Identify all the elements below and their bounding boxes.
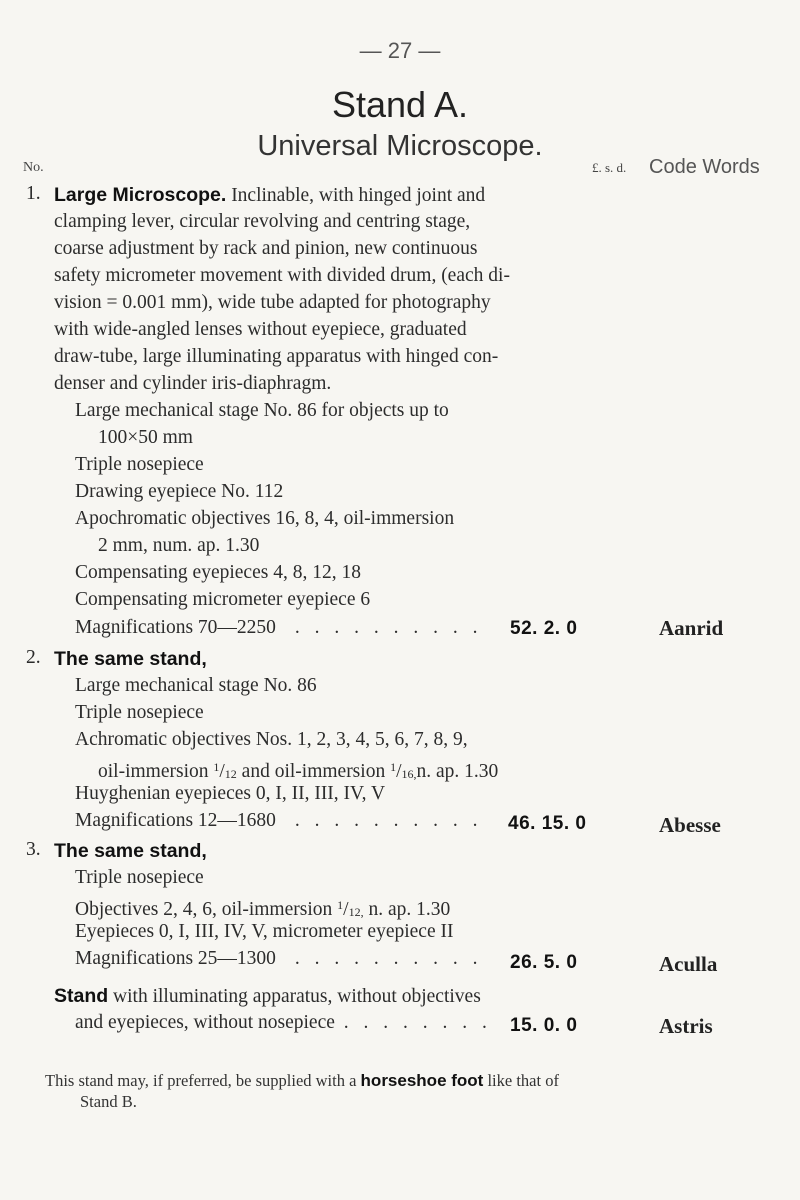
footnote-text: This stand may, if preferred, be supplied with a: [45, 1071, 357, 1090]
footnote-text: like that of: [487, 1071, 559, 1090]
item-spec: Triple nosepiece: [75, 702, 204, 723]
item-spec: n. ap. 1.30: [416, 761, 499, 782]
item-spec: Magnifications 70—2250: [75, 617, 276, 638]
item-magnifications-line: [75, 947, 482, 971]
item-heading: The same stand,: [54, 840, 207, 862]
item-spec: Huyghenian eyepieces 0, I, II, III, IV, V: [75, 783, 386, 804]
item-spec: Large mechanical stage No. 86 for objects up to: [75, 400, 449, 421]
item-spec: Compensating micrometer eyepiece 6: [75, 589, 371, 610]
item-spec: Compensating eyepieces 4, 8, 12, 18: [75, 562, 361, 583]
item-description: Inclinable, with hinged joint and: [231, 185, 486, 206]
item-price: 26. 5. 0: [510, 952, 578, 973]
item-spec: 2 mm, num. ap. 1.30: [98, 535, 260, 556]
page-title: Stand A.: [331, 84, 469, 125]
item-number: 3.: [26, 839, 41, 860]
item-code-word: Aanrid: [659, 616, 724, 640]
item-spec-fractions: Objectives 2, 4, 6, oil-immersion $^1/_{12,}$ n. ap. 1.30: [75, 898, 451, 920]
page-subtitle: Universal Microscope.: [257, 130, 543, 162]
item-spec: Achromatic objectives Nos. 1, 2, 3, 4, 5, 6, 7, 8, 9,: [75, 729, 468, 750]
item-heading: The same stand,: [54, 648, 207, 670]
footnote: [45, 1071, 559, 1091]
item-spec: and oil-immersion: [241, 761, 386, 782]
item-description: and eyepieces, without nosepiece: [75, 1012, 335, 1033]
item-spec: Magnifications 12—1680: [75, 810, 276, 831]
item-spec: Triple nosepiece: [75, 454, 204, 475]
item-heading: Stand: [54, 985, 109, 1007]
item-description: denser and cylinder iris-diaphragm.: [54, 373, 332, 394]
item-description-line: [75, 1011, 492, 1035]
item-spec: n. ap. 1.30: [368, 899, 451, 920]
item-magnifications-line: [75, 616, 482, 640]
item-spec: Large mechanical stage No. 86: [75, 675, 317, 696]
fraction-denominator: 12: [224, 767, 237, 781]
fraction-denominator: 12,: [348, 905, 364, 919]
item-spec: 100×50 mm: [98, 427, 193, 448]
item-spec-fractions: oil-immersion $^1/_{12}$ and oil-immersion $^1/_{16,}n$. ap. 1.30: [98, 760, 499, 782]
footnote-emphasis: horseshoe foot: [360, 1071, 484, 1090]
item-spec: Apochromatic objectives 16, 8, 4, oil-immersion: [75, 508, 455, 529]
item-price: 52. 2. 0: [510, 618, 578, 639]
item-description: with wide-angled lenses without eyepiece, graduated: [54, 319, 467, 340]
item-number: 1.: [26, 183, 41, 204]
item-spec: oil-immersion: [98, 761, 209, 782]
item-heading: Large Microscope.: [54, 184, 227, 206]
item-code-word: Aculla: [659, 952, 718, 976]
leader-dots: . . . . . . . . . .: [294, 948, 483, 969]
fraction-numerator: 1: [390, 760, 397, 774]
leader-dots: . . . . . . . . . .: [294, 810, 483, 831]
item-spec: Eyepieces 0, I, III, IV, V, micrometer eyepiece II: [75, 921, 454, 942]
page-number: — 27 —: [359, 38, 441, 63]
item-number: 2.: [26, 647, 41, 668]
column-heading-code-words: Code Words: [649, 156, 760, 178]
item-heading-line: [54, 183, 485, 208]
leader-dots: . . . . . . . . . .: [294, 617, 483, 638]
item-price: 46. 15. 0: [508, 813, 587, 834]
item-description: safety micrometer movement with divided drum, (each di-: [54, 265, 510, 286]
fraction-numerator: 1: [337, 898, 344, 912]
item-spec: Drawing eyepiece No. 112: [75, 481, 284, 502]
item-description: with illuminating apparatus, without objectives: [113, 986, 481, 1007]
item-code-word: Astris: [659, 1014, 713, 1038]
fraction-numerator: 1: [213, 760, 220, 774]
item-description: draw-tube, large illuminating apparatus with hinged con-: [54, 346, 499, 367]
item-code-word: Abesse: [659, 813, 721, 837]
leader-dots: . . . . . . . .: [343, 1012, 492, 1033]
item-price: 15. 0. 0: [510, 1015, 578, 1036]
footnote-line-2: Stand B.: [80, 1092, 137, 1111]
item-description: clamping lever, circular revolving and centring stage,: [54, 211, 471, 232]
fraction-denominator: 16,: [401, 767, 417, 781]
item-magnifications-line: [75, 809, 482, 833]
column-heading-no: No.: [23, 160, 44, 175]
item-spec: Objectives 2, 4, 6, oil-immersion: [75, 899, 333, 920]
column-heading-price: £. s. d.: [592, 160, 627, 175]
item-spec: Triple nosepiece: [75, 867, 204, 888]
item-description: vision = 0.001 mm), wide tube adapted for photography: [54, 292, 491, 313]
item-heading-line: [54, 984, 481, 1009]
item-description: coarse adjustment by rack and pinion, new continuous: [54, 238, 478, 259]
item-spec: Magnifications 25—1300: [75, 948, 276, 969]
